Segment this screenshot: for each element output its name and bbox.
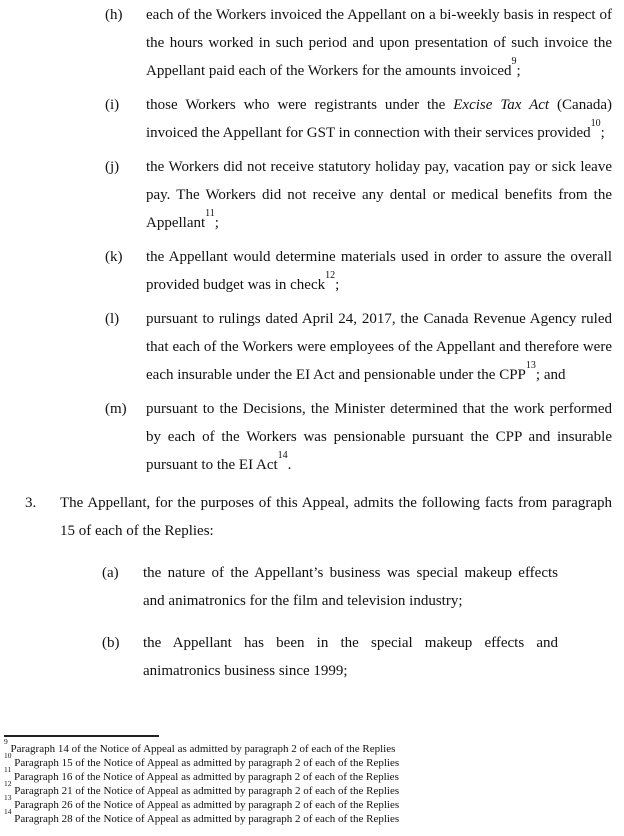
sub-item-text: the Appellant has been in the special makeup effects and animatronics business since 1999; <box>143 635 558 679</box>
item-text: the Appellant would determine materials used in order to assure the overall provided budget was in check$^{12}$; <box>146 249 612 293</box>
item-text: those Workers who were registrants under the Excise Tax Act (Canada) invoiced the Appellant for GST in connection with their services provided$^{10}$; <box>146 97 613 141</box>
footnote-separator <box>4 735 159 737</box>
sub-item-text: the nature of the Appellant’s business was special makeup effects and animatronics for the film and television industry; <box>143 565 558 609</box>
footnote: $^{13}$ Paragraph 26 of the Notice of Appeal as admitted by paragraph 2 of each of the Replies <box>4 793 400 811</box>
item-label: (k) <box>105 249 123 265</box>
footnote-reference: 11 <box>205 208 215 219</box>
list-item <box>102 559 558 615</box>
list-item <box>105 1 612 85</box>
footnote: $^{11}$ Paragraph 16 of the Notice of Appeal as admitted by paragraph 2 of each of the Replies <box>4 765 399 783</box>
footnote: $^{14}$ Paragraph 28 of the Notice of Appeal as admitted by paragraph 2 of each of the Replies <box>4 807 400 825</box>
item-label: (h) <box>105 7 123 23</box>
sub-item-list <box>0 559 624 685</box>
footnote-reference: 13 <box>525 360 536 371</box>
item-label: (j) <box>105 159 120 175</box>
footnote-number: 14 <box>4 807 12 817</box>
footnote: $^{12}$ Paragraph 21 of the Notice of Appeal as admitted by paragraph 2 of each of the Replies <box>4 779 400 797</box>
footnote-reference: 9 <box>511 56 517 67</box>
item-text: pursuant to rulings dated April 24, 2017, the Canada Revenue Agency ruled that each of the Workers were employees of the Appellant and therefore were each insurable under the EI Act and pensionable under the CPP$^{13}$; and <box>146 311 612 383</box>
item-text: the Workers did not receive statutory holiday pay, vacation pay or sick leave pay. The Workers did not receive any dental or medical benefits from the Appellant$^{11}$; <box>146 159 612 231</box>
footnote-number: 11 <box>4 765 12 775</box>
footnote-number: 9 <box>4 737 8 747</box>
list-item <box>105 395 612 479</box>
footnote: $^9$ Paragraph 14 of the Notice of Appeal as admitted by paragraph 2 of each of the Replies <box>4 737 396 755</box>
item-text: pursuant to the Decisions, the Minister determined that the work performed by each of the Workers was pensionable pursuant the CPP and insurable pursuant to the EI Act$^{14}$. <box>146 401 612 473</box>
footnote-number: 12 <box>4 779 12 789</box>
sub-item-label: (a) <box>102 565 119 581</box>
footnote-reference: 12 <box>325 270 336 281</box>
italic-statute-name: Excise Tax Act <box>453 97 550 113</box>
footnote: $^{10}$ Paragraph 15 of the Notice of Appeal as admitted by paragraph 2 of each of the Replies <box>4 751 400 769</box>
footnote-number: 13 <box>4 793 12 803</box>
list-item <box>105 305 612 389</box>
list-item <box>105 243 612 299</box>
item-label: (m) <box>105 401 127 417</box>
footnote-reference: 14 <box>277 450 288 461</box>
footnote-number: 10 <box>4 751 12 761</box>
footnote-reference: 10 <box>590 118 601 129</box>
item-text: each of the Workers invoiced the Appellant on a bi-weekly basis in respect of the hours worked in such period and upon presentation of such invoice the Appellant paid each of the Workers for the amounts invoiced$^9$; <box>146 7 612 79</box>
list-item <box>102 629 558 685</box>
item-label: (i) <box>105 97 120 113</box>
sub-item-label: (b) <box>102 635 120 651</box>
paragraph-text: The Appellant, for the purposes of this Appeal, admits the following facts from paragraph 15 of each of the Replies: <box>60 495 612 539</box>
paragraph-3 <box>25 489 612 545</box>
list-item <box>105 91 612 147</box>
paragraph-number: 3. <box>25 495 37 511</box>
item-label: (l) <box>105 311 120 327</box>
footnote-list <box>4 737 612 826</box>
list-item <box>105 153 612 237</box>
